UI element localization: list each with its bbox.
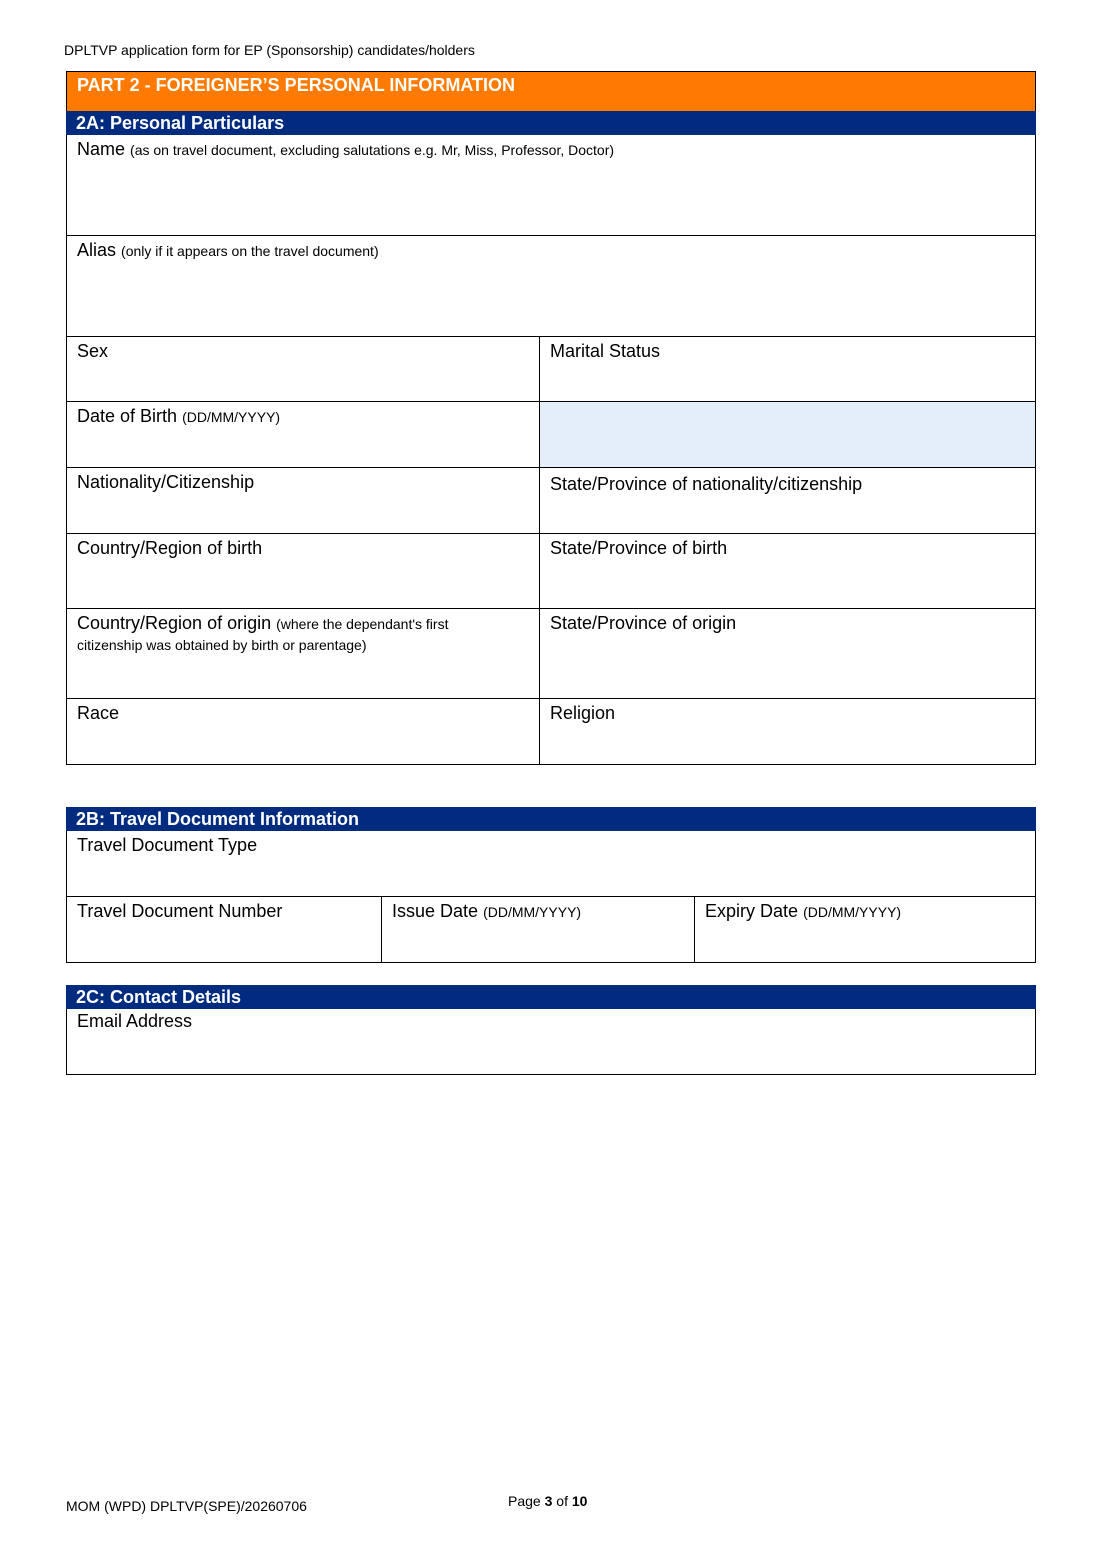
religion-field[interactable] (539, 699, 1035, 764)
issue-date-field[interactable] (381, 897, 694, 962)
sex-field[interactable] (67, 337, 539, 401)
dob-row (66, 402, 1036, 468)
issue-date-hint: (DD/MM/YYYY) (483, 904, 582, 920)
country-origin-hint-2: citizenship was obtained by birth or parentage) (77, 637, 367, 653)
marital-status-label: Marital Status (550, 341, 661, 361)
state-birth-label: State/Province of birth (550, 538, 728, 558)
dob-hint: (DD/MM/YYYY) (182, 409, 281, 425)
page-total: 10 (571, 1493, 588, 1509)
name-hint: (as on travel document, excluding salutations e.g. Mr, Miss, Professor, Doctor) (130, 142, 615, 158)
page-current: 3 (544, 1493, 553, 1509)
state-nationality-field[interactable] (539, 468, 1035, 533)
sex-label: Sex (77, 341, 109, 361)
country-origin-hint-1: (where the dependant's first (276, 616, 449, 632)
travel-doc-type-row (66, 831, 1036, 897)
section-2b (66, 807, 1036, 963)
nationality-row (66, 468, 1036, 534)
section-2a-title: 2A: Personal Particulars (66, 111, 1036, 135)
expiry-date-hint: (DD/MM/YYYY) (803, 904, 902, 920)
sex-marital-row (66, 337, 1036, 402)
religion-label: Religion (550, 703, 616, 723)
marital-status-field[interactable] (539, 337, 1035, 401)
travel-doc-type-label: Travel Document Type (77, 835, 258, 855)
state-origin-label: State/Province of origin (550, 613, 737, 633)
page-prefix: Page (508, 1493, 541, 1509)
alias-label: Alias (77, 240, 117, 260)
issue-date-label: Issue Date (392, 901, 479, 921)
name-label: Name (77, 139, 126, 159)
footer-doc-code: MOM (WPD) DPLTVP(SPE)/20260706 (66, 1498, 307, 1514)
section-2c (66, 985, 1036, 1075)
dob-field[interactable] (67, 402, 539, 467)
origin-row (66, 609, 1036, 699)
email-row (66, 1009, 1036, 1075)
expiry-date-label: Expiry Date (705, 901, 799, 921)
name-row (66, 135, 1036, 236)
footer-page-number (508, 1493, 587, 1509)
nationality-label: Nationality/Citizenship (77, 472, 255, 492)
document-header: DPLTVP application form for EP (Sponsorship) candidates/holders (64, 42, 475, 58)
race-field[interactable] (67, 699, 539, 764)
birth-row (66, 534, 1036, 609)
alias-hint: (only if it appears on the travel document) (121, 243, 379, 259)
race-religion-row (66, 699, 1036, 765)
name-field[interactable] (67, 135, 1035, 235)
race-label: Race (77, 703, 120, 723)
dob-shaded-cell (539, 402, 1035, 467)
email-label: Email Address (77, 1011, 193, 1031)
travel-doc-details-row (66, 897, 1036, 963)
dob-label: Date of Birth (77, 406, 178, 426)
alias-row (66, 236, 1036, 337)
country-origin-label: Country/Region of origin (77, 613, 272, 633)
country-birth-field[interactable] (67, 534, 539, 608)
part-2-title: PART 2 - FOREIGNER’S PERSONAL INFORMATION (66, 71, 1036, 111)
nationality-field[interactable] (67, 468, 539, 533)
state-origin-field[interactable] (539, 609, 1035, 698)
state-birth-field[interactable] (539, 534, 1035, 608)
travel-doc-number-label: Travel Document Number (77, 901, 283, 921)
section-2b-title: 2B: Travel Document Information (66, 807, 1036, 831)
state-nationality-label: State/Province of nationality/citizenship (550, 474, 863, 494)
email-field[interactable] (67, 1009, 1035, 1074)
travel-doc-number-field[interactable] (67, 897, 381, 962)
country-birth-label: Country/Region of birth (77, 538, 263, 558)
country-origin-field[interactable] (67, 609, 539, 698)
expiry-date-field[interactable] (694, 897, 1035, 962)
page-of: of (556, 1493, 568, 1509)
alias-field[interactable] (67, 236, 1035, 336)
part-2-section (66, 71, 1036, 765)
section-2c-title: 2C: Contact Details (66, 985, 1036, 1009)
travel-doc-type-field[interactable] (67, 831, 1035, 896)
